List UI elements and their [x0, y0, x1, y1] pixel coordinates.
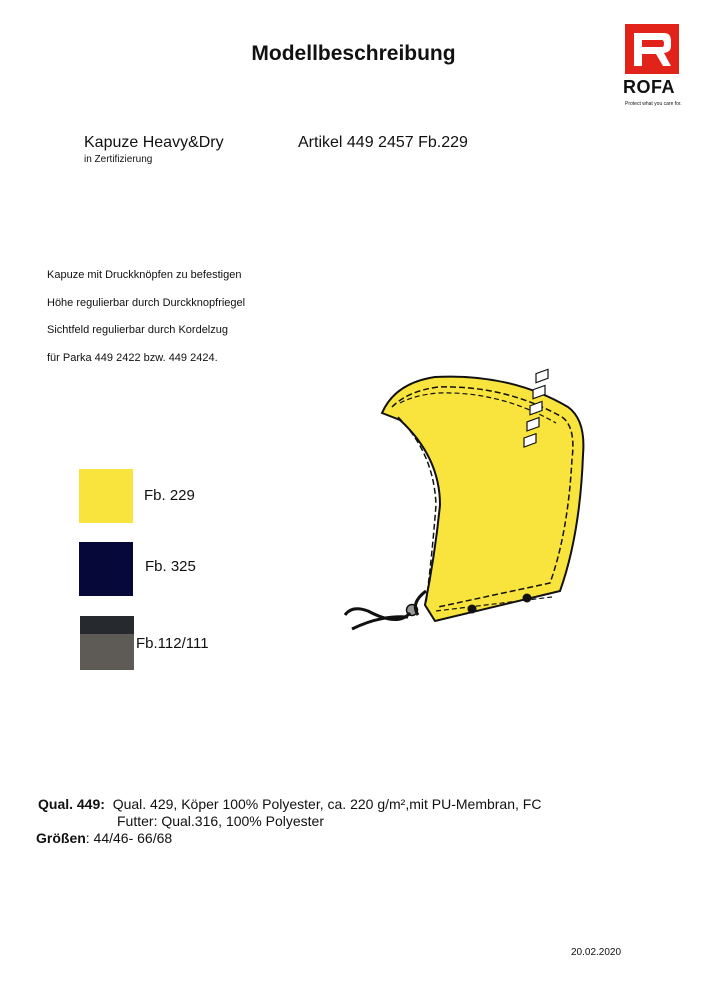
swatch-fb325 — [79, 542, 133, 596]
swatch-label: Fb.112/111 — [136, 635, 209, 652]
quality-line — [38, 796, 541, 812]
page-title: Modellbeschreibung — [251, 42, 456, 65]
feature-item: für Parka 449 2422 bzw. 449 2424. — [47, 352, 218, 364]
feature-item: Höhe regulierbar durch Durckknopfriegel — [47, 297, 246, 309]
quality-text: Qual. 429, Köper 100% Polyester, ca. 220 g/m²,mit PU-Membran, FC — [112, 796, 542, 812]
feature-item: Sichtfeld regulierbar durch Kordelzug — [47, 324, 228, 336]
hood-illustration — [340, 365, 590, 640]
document-date: 20.02.2020 — [571, 947, 622, 958]
swatch-top-band — [80, 616, 134, 634]
swatch-fb112-111 — [80, 616, 134, 670]
swatch-label: Fb. 229 — [144, 487, 195, 504]
feature-item: Kapuze mit Druckknöpfen zu befestigen — [47, 269, 242, 281]
sizes-value: : 44/46- 66/68 — [85, 830, 173, 846]
sizes-label: Größen — [36, 830, 86, 846]
rofa-logo — [623, 22, 683, 122]
swatch-fb229 — [79, 469, 133, 523]
certification-status: in Zertifizierung — [84, 154, 153, 165]
product-name: Kapuze Heavy&Dry — [84, 134, 224, 151]
swatch-label: Fb. 325 — [145, 558, 196, 575]
sizes-line — [36, 830, 172, 846]
article-number: Artikel 449 2457 Fb.229 — [298, 134, 468, 151]
logo-wordmark: ROFA — [623, 77, 676, 97]
lining-text: Futter: Qual.316, 100% Polyester — [117, 813, 324, 829]
logo-mark — [625, 24, 679, 74]
quality-label: Qual. 449: — [38, 796, 105, 812]
logo-tagline: Protect what you care for. — [625, 101, 682, 107]
